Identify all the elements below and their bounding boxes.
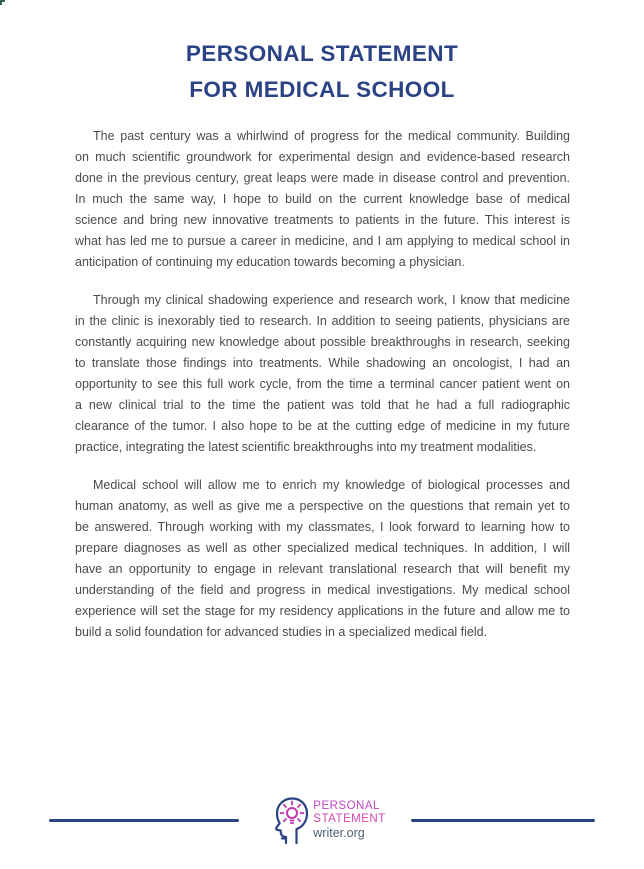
statement-line: in the clinic is inexorably tied to research. In addition to seeing patients, physicians are [75, 314, 570, 328]
brand-logo [272, 796, 385, 844]
statement-line: constantly acquiring new knowledge about possible breakthroughs in research, seeking [75, 335, 570, 349]
brand-domain: writer.org [313, 825, 365, 840]
page-footer [0, 796, 644, 844]
statement-line: a new clinical trial to the time the patient was told that he had a full radiographic [75, 398, 570, 412]
statement-line: prepare diagnoses as well as other specialized medical techniques. In addition, I will [75, 541, 570, 555]
statement-body [75, 126, 570, 660]
statement-paragraph [75, 126, 570, 273]
statement-line: done in the previous century, great leaps were made in disease control and prevention. [75, 171, 570, 185]
statement-paragraph [75, 290, 570, 458]
page-title-line-1: PERSONAL STATEMENT [185, 41, 459, 66]
statement-line: clearance of the tumor. I also hope to be at the cutting edge of medicine in my future [75, 419, 570, 433]
page-title-line-2: FOR MEDICAL SCHOOL [189, 77, 455, 102]
statement-line: opportunity to see this full work cycle, from the time a terminal cancer patient went on [75, 377, 570, 391]
footer-rule-left [49, 819, 239, 822]
statement-line: practice, integrating the latest scientific breakthroughs into my treatment modalities. [75, 440, 537, 454]
footer-rule-right [411, 819, 595, 822]
corner-mark [0, 0, 5, 5]
brand-text-block [313, 800, 385, 841]
statement-line: build a solid foundation for advanced studies in a specialized medical field. [75, 625, 488, 639]
statement-line: The past century was a whirlwind of progress for the medical community. Building [93, 129, 570, 143]
head-lightbulb-icon [272, 796, 310, 844]
brand-name-line-1: PERSONAL [313, 799, 380, 812]
statement-line: experience will set the stage for my residency applications in the future and allow me to [75, 604, 570, 618]
statement-line: be answered. Through working with my classmates, I look forward to learning how to [75, 520, 570, 534]
page-title [0, 36, 644, 108]
statement-line: have an opportunity to engage in relevant translational research that will benefit my [75, 562, 570, 576]
statement-paragraph [75, 475, 570, 643]
statement-line: Through my clinical shadowing experience and research work, I know that medicine [93, 293, 570, 307]
statement-line: science and bring new innovative treatments to patients in the future. This interest is [75, 213, 570, 227]
statement-line: on much scientific groundwork for experimental design and evidence-based research [75, 150, 570, 164]
brand-name-line-2: STATEMENT [313, 812, 386, 825]
statement-line: what has led me to pursue a career in medicine, and I am applying to medical school in [75, 234, 570, 248]
statement-line: to translate those findings into treatments. While shadowing an oncologist, I had an [75, 356, 570, 370]
statement-line: Medical school will allow me to enrich my knowledge of biological processes and [93, 478, 570, 492]
statement-line: understanding of the field and progress in medical investigations. My medical school [75, 583, 570, 597]
statement-line: In much the same way, I hope to build on the current knowledge base of medical [75, 192, 570, 206]
statement-line: human anatomy, as well as give me a perspective on the questions that remain yet to [75, 499, 570, 513]
statement-line: anticipation of continuing my education towards becoming a physician. [75, 255, 465, 269]
